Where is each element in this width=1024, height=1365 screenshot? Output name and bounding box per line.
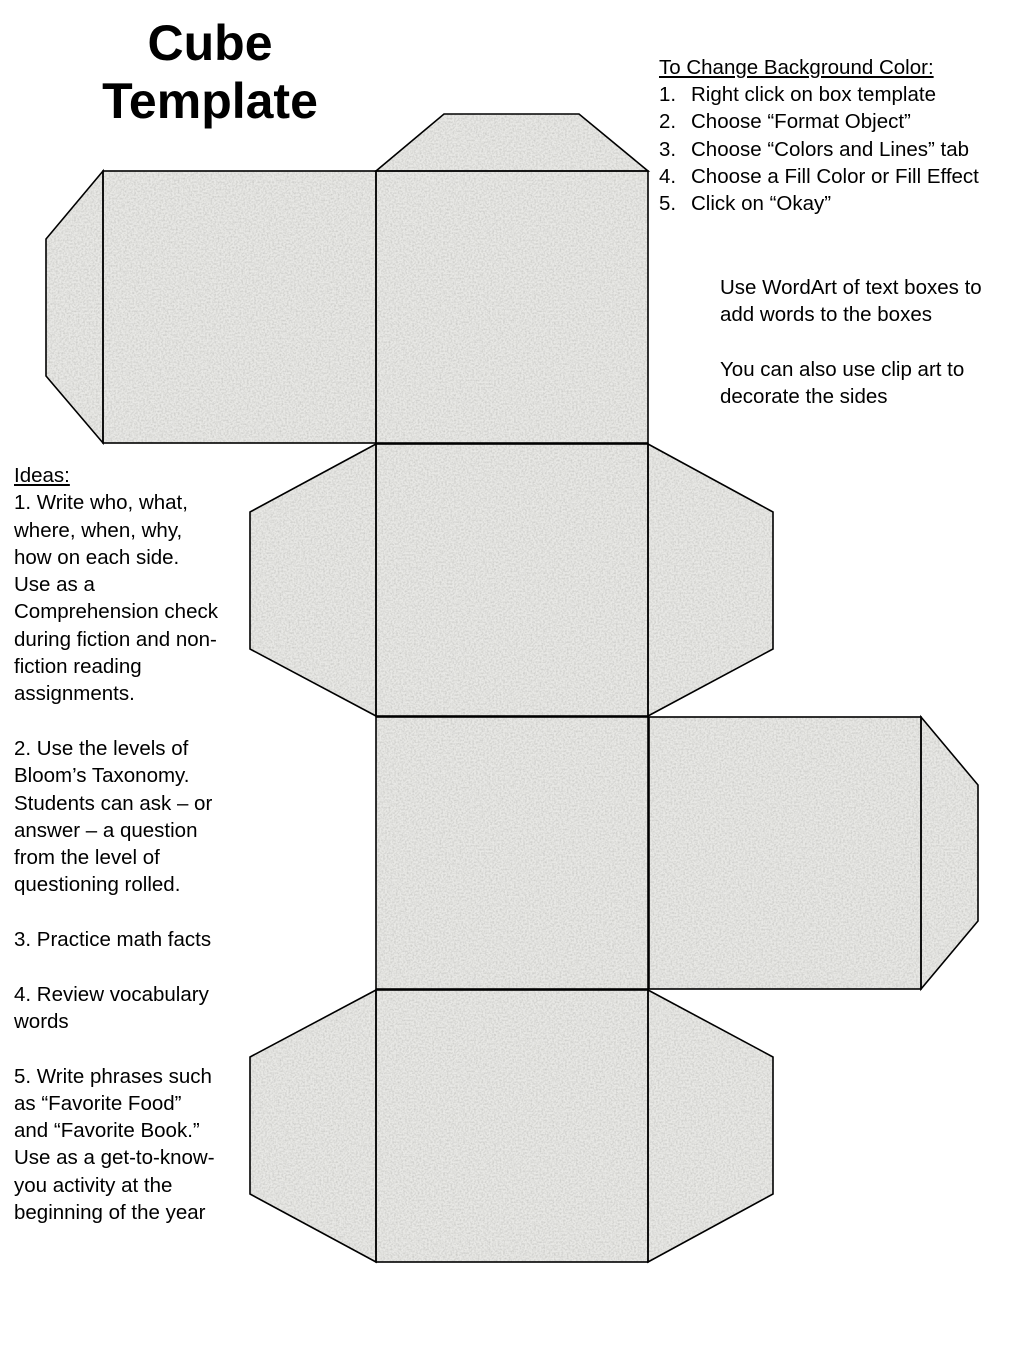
idea-item: 3. Practice math facts [14, 928, 212, 952]
instruction-step [659, 81, 1024, 108]
background-color-instructions [659, 54, 1024, 217]
instruction-step [659, 136, 1024, 163]
usage-tips [720, 274, 1020, 437]
right-tab-lower [921, 717, 978, 989]
instructions-heading: To Change Background Color: [659, 56, 934, 79]
top-tab [376, 114, 648, 171]
idea-item: 4. Review vocabulary words [14, 982, 209, 1033]
cube-face-right [649, 717, 921, 989]
idea-item: 5. Write phrases such as “Favorite Food” and “Favorite Book.” Use as a get-to-know-you activity at the beginning of the year [14, 1064, 215, 1225]
step-text: Right click on box template [691, 83, 936, 107]
step-text: Choose a Fill Color or Fill Effect [691, 164, 979, 188]
cube-face-top [376, 171, 648, 443]
cube-face-front [376, 444, 648, 716]
instruction-step [659, 108, 1024, 135]
left-tab-bottom [250, 990, 376, 1262]
step-text: Choose “Colors and Lines” tab [691, 137, 970, 161]
step-number: 3. [659, 137, 677, 161]
idea-item: 2. Use the levels of Bloom’s Taxonomy. Students can ask – or answer – a question from the level of questioning rolled. [14, 736, 213, 897]
tip-clip-art: You can also use clip art to decorate the sides [720, 357, 965, 408]
instruction-step [659, 163, 1024, 190]
step-number: 2. [659, 110, 677, 134]
page-title [60, 14, 360, 130]
instructions-steps [659, 81, 1024, 217]
idea-item: 1. Write who, what, where, when, why, how on each side. Use as a Comprehension check during fiction and non-fiction reading assignments. [14, 491, 218, 706]
cube-face-back [376, 990, 648, 1262]
step-number: 4. [659, 164, 677, 188]
tip-wordart: Use WordArt of text boxes to add words to the boxes [720, 276, 982, 327]
right-tab-middle [648, 444, 773, 716]
left-tab-middle [250, 444, 376, 716]
step-number: 1. [659, 83, 677, 107]
instruction-step [659, 190, 1024, 217]
step-text: Choose “Format Object” [691, 110, 911, 134]
ideas-list [14, 462, 220, 1226]
title-line-2: Template [102, 73, 318, 129]
step-text: Click on “Okay” [691, 192, 832, 216]
ideas-heading: Ideas: [14, 464, 70, 487]
cube-face-left [103, 171, 376, 443]
title-line-1: Cube [147, 15, 273, 71]
left-tab-upper [46, 171, 103, 443]
right-tab-bottom [648, 990, 773, 1262]
cube-face-bottom [376, 717, 648, 989]
step-number: 5. [659, 192, 677, 216]
